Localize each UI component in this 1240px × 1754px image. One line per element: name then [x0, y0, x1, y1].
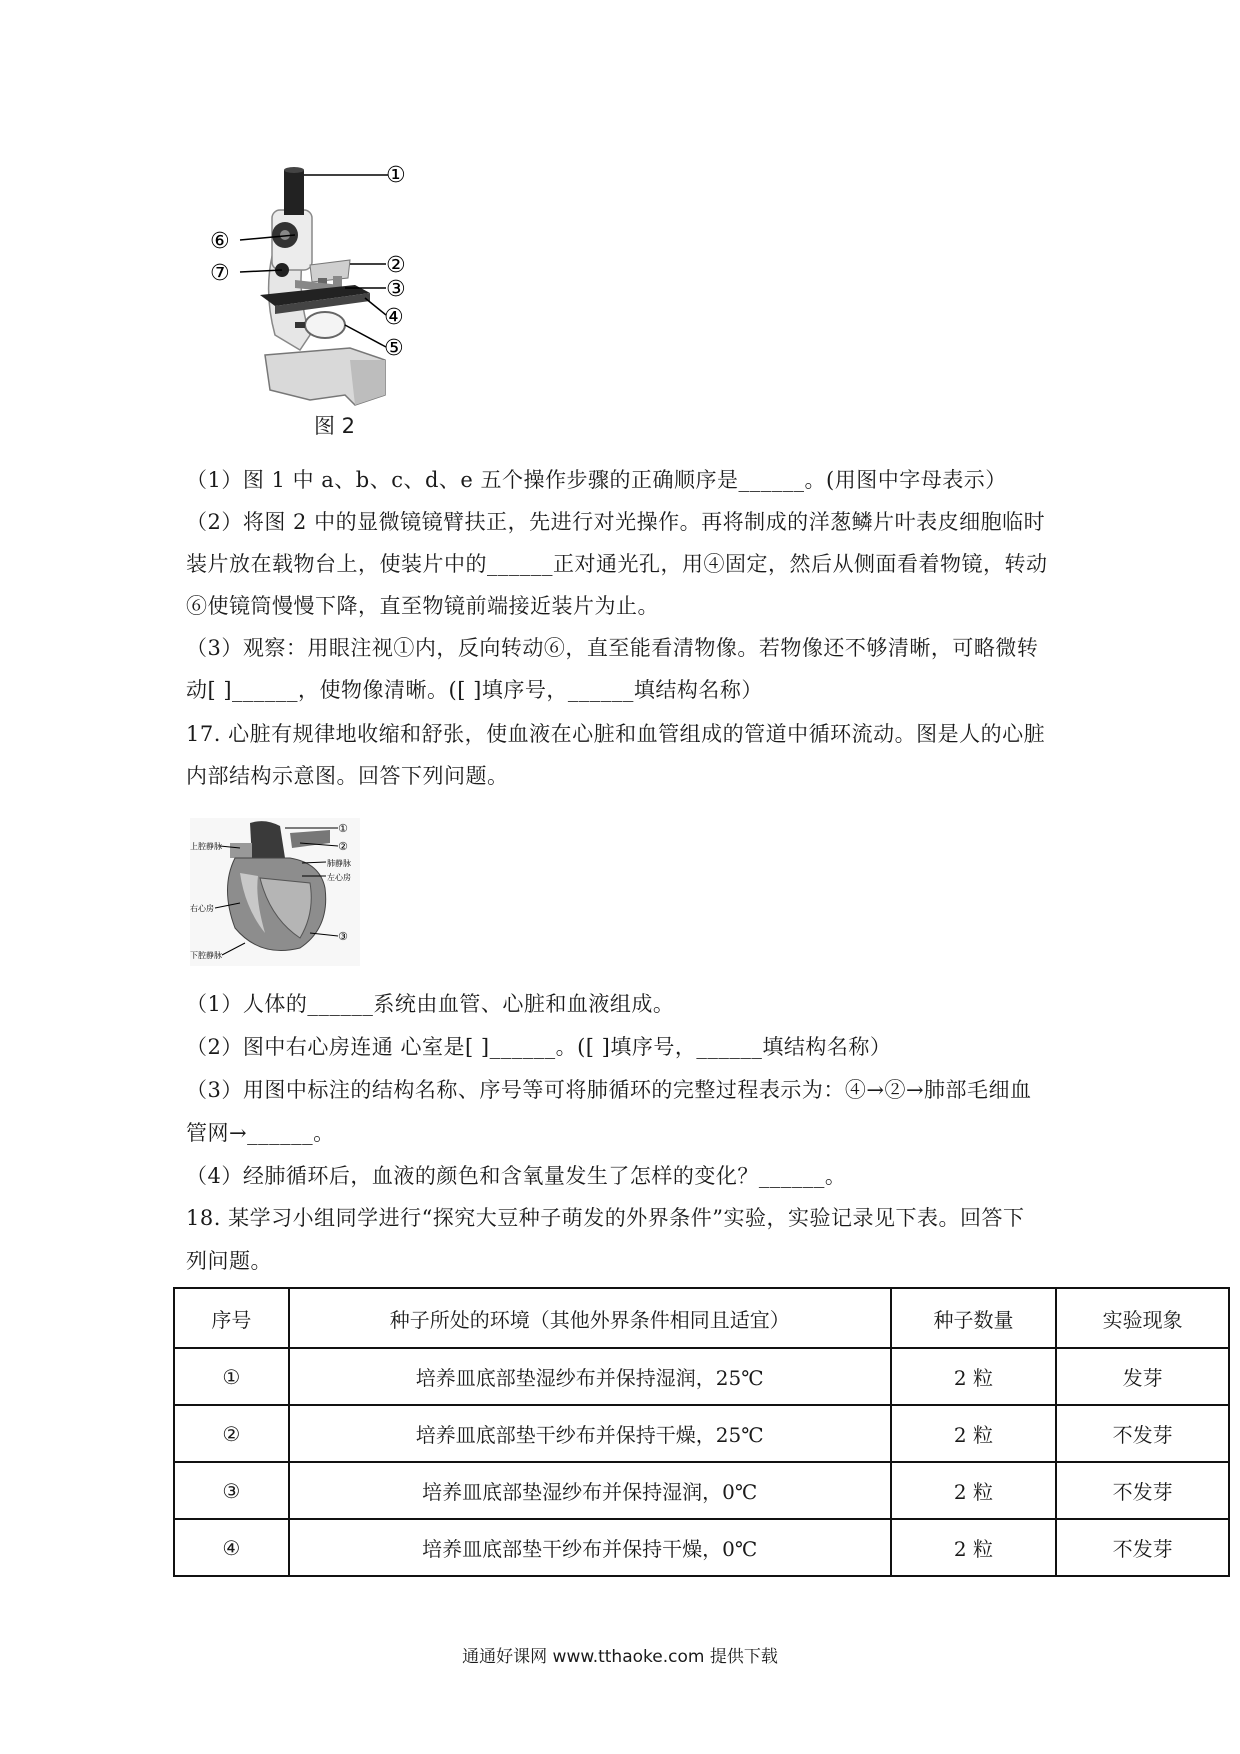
figure2-caption: 图 2 — [314, 414, 356, 438]
cell-seed-count: 2 粒 — [891, 1405, 1057, 1462]
q18-stem-line1: 18. 某学习小组同学进行“探究大豆种子萌发的外界条件”实验，实验记录见下表。回答下 — [186, 1206, 1025, 1230]
heart-label-superior-vena-cava: 上腔静脉 — [190, 842, 222, 851]
heart-label-3: ③ — [338, 930, 348, 943]
heart-figure — [190, 818, 360, 966]
table-row — [174, 1519, 1229, 1576]
q17-part1: （1）人体的______系统由血管、心脏和血液组成。 — [186, 992, 675, 1016]
header-index: 序号 — [174, 1288, 289, 1348]
heart-label-left-atrium: 左心房 — [327, 873, 351, 882]
table-row — [174, 1462, 1229, 1519]
q16-part1: （1）图 1 中 a、b、c、d、e 五个操作步骤的正确顺序是______。(用图中字母表示） — [186, 468, 1007, 492]
q16-part3-line1: （3）观察：用眼注视①内，反向转动⑥，直至能看清物像。若物像还不够清晰，可略微转 — [186, 636, 1039, 660]
q17-part2: （2）图中右心房连通 心室是[ ]______。([ ]填序号，______填结构名称） — [186, 1035, 892, 1059]
label-1: ① — [386, 163, 406, 188]
cell-seed-count: 2 粒 — [891, 1519, 1057, 1576]
q16-part2-line3: ⑥使镜筒慢慢下降，直至物镜前端接近装片为止。 — [186, 594, 659, 618]
cell-result: 不发芽 — [1056, 1405, 1229, 1462]
cell-environment: 培养皿底部垫湿纱布并保持湿润，25℃ — [289, 1348, 891, 1405]
label-3: ③ — [386, 277, 406, 302]
q16-part3-line2: 动[ ]______，使物像清晰。([ ]填序号，______填结构名称） — [186, 678, 763, 702]
heart-label-inferior-vena-cava: 下腔静脉 — [190, 951, 222, 960]
q17-part3-line1: （3）用图中标注的结构名称、序号等可将肺循环的完整过程表示为：④→②→肺部毛细血 — [186, 1078, 1032, 1102]
header-seed-count: 种子数量 — [891, 1288, 1057, 1348]
heart-label-right-atrium: 右心房 — [190, 904, 214, 913]
experiment-table — [173, 1287, 1230, 1577]
q16-part2-line1: （2）将图 2 中的显微镜镜臂扶正，先进行对光操作。再将制成的洋葱鳞片叶表皮细胞临时 — [186, 510, 1046, 534]
label-2: ② — [386, 253, 406, 278]
table-row — [174, 1348, 1229, 1405]
cell-index: ④ — [174, 1519, 289, 1576]
cell-environment: 培养皿底部垫干纱布并保持干燥，25℃ — [289, 1405, 891, 1462]
label-5: ⑤ — [384, 336, 404, 361]
cell-result: 不发芽 — [1056, 1462, 1229, 1519]
heart-label-pulmonary-vein: 肺静脉 — [327, 859, 351, 868]
q17-stem-line1: 17. 心脏有规律地收缩和舒张，使血液在心脏和血管组成的管道中循环流动。图是人的心脏 — [186, 722, 1046, 746]
cell-index: ② — [174, 1405, 289, 1462]
table-row — [174, 1405, 1229, 1462]
label-6: ⑥ — [210, 229, 230, 254]
cell-environment: 培养皿底部垫干纱布并保持干燥，0℃ — [289, 1519, 891, 1576]
cell-seed-count: 2 粒 — [891, 1462, 1057, 1519]
q16-part2-line2: 装片放在载物台上，使装片中的______正对通光孔，用④固定，然后从侧面看着物镜，转动 — [186, 552, 1048, 576]
q18-stem-line2: 列问题。 — [186, 1249, 272, 1273]
q17-stem-line2: 内部结构示意图。回答下列问题。 — [186, 764, 509, 788]
table-header-row — [174, 1288, 1229, 1348]
cell-result: 发芽 — [1056, 1348, 1229, 1405]
cell-result: 不发芽 — [1056, 1519, 1229, 1576]
header-environment: 种子所处的环境（其他外界条件相同且适宜） — [289, 1288, 891, 1348]
cell-environment: 培养皿底部垫湿纱布并保持湿润，0℃ — [289, 1462, 891, 1519]
cell-index: ① — [174, 1348, 289, 1405]
header-result: 实验现象 — [1056, 1288, 1229, 1348]
heart-label-2: ② — [338, 840, 348, 853]
microscope-figure — [200, 160, 430, 420]
label-7: ⑦ — [210, 261, 230, 286]
q17-part4: （4）经肺循环后，血液的颜色和含氧量发生了怎样的变化？______。 — [186, 1164, 847, 1188]
cell-seed-count: 2 粒 — [891, 1348, 1057, 1405]
page-footer: 通通好课网 www.tthaoke.com 提供下载 — [462, 1647, 778, 1667]
heart-label-1: ① — [338, 822, 348, 835]
q17-part3-line2: 管网→______。 — [186, 1121, 335, 1145]
cell-index: ③ — [174, 1462, 289, 1519]
label-4: ④ — [384, 305, 404, 330]
